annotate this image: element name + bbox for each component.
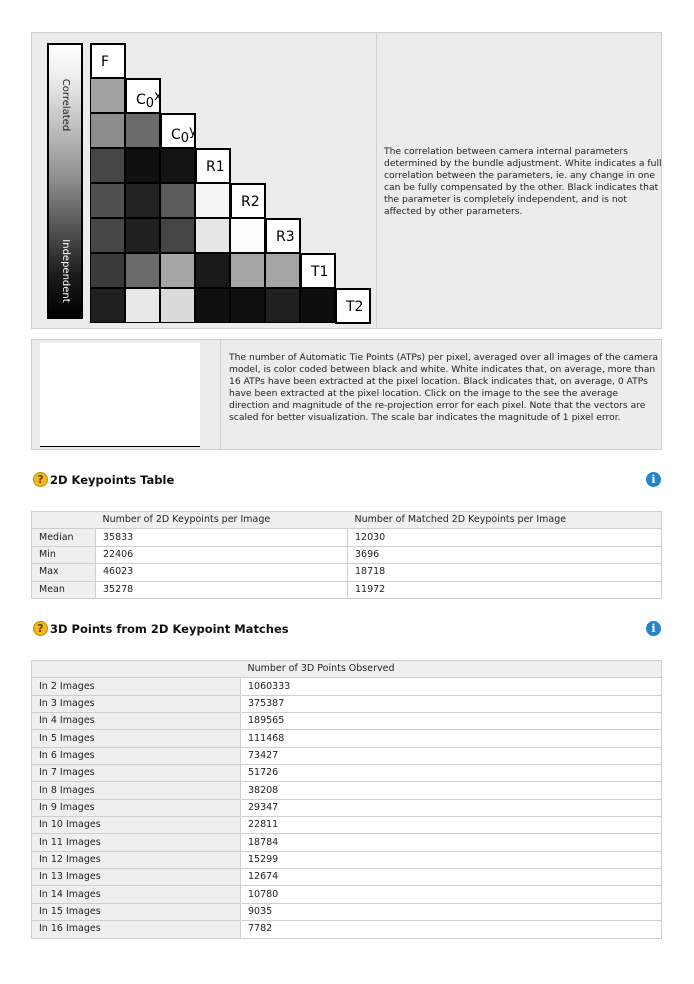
table-cell: In 8 Images [32,782,241,799]
table-cell: In 6 Images [32,747,241,764]
table-cell: In 12 Images [32,851,241,868]
points3d-table [31,660,662,939]
table-header-row [32,661,662,678]
table-row [32,529,662,546]
correlated-label: Correlated [60,78,71,132]
correlation-cell [230,218,265,253]
table-cell: 11972 [348,581,662,598]
table-row [32,817,662,834]
correlation-cell [90,253,125,288]
table-cell: In 14 Images [32,886,241,903]
table-cell: 12674 [241,869,662,886]
correlation-cell [230,288,265,323]
correlation-cell [195,253,230,288]
correlation-chart [32,33,377,328]
table-cell: In 5 Images [32,730,241,747]
table-row [32,713,662,730]
correlation-cell [90,218,125,253]
points3d-title: 3D Points from 2D Keypoint Matches [50,622,289,636]
table-cell: 29347 [241,799,662,816]
table-row [32,765,662,782]
table-cell: 35278 [96,581,348,598]
parameter-label: T2 [335,288,371,324]
correlation-cell [265,253,300,288]
table-cell: 1060333 [241,678,662,695]
correlation-cell [125,113,160,148]
parameter-label: F [90,43,126,79]
table-cell: 73427 [241,747,662,764]
correlation-panel [31,32,662,329]
help-icon[interactable]: ? [33,472,48,487]
table-cell: In 15 Images [32,903,241,920]
table-cell: In 10 Images [32,817,241,834]
correlation-cell [160,288,195,323]
points3d-section-header [33,620,661,638]
independent-label: Independent [60,239,71,303]
correlation-cell [195,218,230,253]
correlation-cell [125,253,160,288]
table-cell: In 3 Images [32,695,241,712]
table-cell: 7782 [241,921,662,938]
keypoints-table [31,511,662,599]
atp-image[interactable] [40,343,200,447]
table-row [32,747,662,764]
table-cell: In 4 Images [32,713,241,730]
table-cell: In 16 Images [32,921,241,938]
help-icon[interactable]: ? [33,621,48,636]
table-cell: 18784 [241,834,662,851]
table-cell: 22811 [241,817,662,834]
table-cell: 111468 [241,730,662,747]
correlation-cell [160,218,195,253]
table-cell: Max [32,564,96,581]
table-cell: 9035 [241,903,662,920]
table-row [32,782,662,799]
table-row [32,564,662,581]
table-row [32,851,662,868]
table-cell: 15299 [241,851,662,868]
table-header-cell: Number of Matched 2D Keypoints per Image [348,512,662,529]
correlation-cell [90,78,125,113]
correlation-cell [125,183,160,218]
table-cell: In 11 Images [32,834,241,851]
table-row [32,921,662,938]
table-cell: 18718 [348,564,662,581]
correlation-gradient-bar [47,43,83,319]
atp-panel [31,339,662,450]
parameter-label: T1 [300,253,336,289]
correlation-cell [230,253,265,288]
correlation-cell [195,288,230,323]
table-cell: In 7 Images [32,765,241,782]
correlation-description: The correlation between camera internal parameters determined by the bundle adjustment. White indicates a full correlation between the parameters, ie. any change in one can be fully compensated by the other. Black indicates that the parameter is completely independent, and is not affected by other parameters. [384,146,662,217]
table-cell: 38208 [241,782,662,799]
table-cell: In 2 Images [32,678,241,695]
table-header-cell: Number of 2D Keypoints per Image [96,512,348,529]
correlation-cell [160,183,195,218]
correlation-cell [90,113,125,148]
correlation-cell [90,148,125,183]
parameter-label: $C_0^y$ [160,113,196,149]
parameter-label: R2 [230,183,266,219]
table-row [32,886,662,903]
table-row [32,695,662,712]
keypoints-section-header [33,471,661,489]
table-cell: 12030 [348,529,662,546]
parameter-label: $C_0^x$ [125,78,161,114]
info-icon[interactable]: i [646,621,661,636]
table-header-cell [32,661,241,678]
table-cell: 189565 [241,713,662,730]
correlation-cell [90,183,125,218]
atp-divider [220,340,221,449]
table-cell: Min [32,546,96,563]
table-header-cell [32,512,96,529]
table-row [32,834,662,851]
table-cell: 35833 [96,529,348,546]
correlation-cell [125,148,160,183]
correlation-cell [125,218,160,253]
correlation-cell [90,288,125,323]
atp-description: The number of Automatic Tie Points (ATPs) per pixel, averaged over all images of the camera model, is color coded between black and white. White indicates that, on average, more than 16 ATPs have been extracted at the pixel location. Black indicates that, on average, 0 ATPs have been extracted at the pixel location. Click on the image to the see the average direction and magnitude of the re-projection error for each pixel. Note that the vectors are scaled for better visualization. The scale bar indicates the magnitude of 1 pixel error. [229,352,658,424]
correlation-cell [160,253,195,288]
table-cell: 51726 [241,765,662,782]
table-row [32,581,662,598]
table-row [32,678,662,695]
correlation-cell [125,288,160,323]
table-row [32,903,662,920]
table-row [32,730,662,747]
table-row [32,869,662,886]
table-cell: In 13 Images [32,869,241,886]
table-cell: 22406 [96,546,348,563]
parameter-label: R3 [265,218,301,254]
table-cell: 375387 [241,695,662,712]
correlation-cell [195,183,230,218]
correlation-matrix [90,43,370,323]
table-cell: 46023 [96,564,348,581]
correlation-cell [300,288,335,323]
info-icon[interactable]: i [646,472,661,487]
table-cell: 3696 [348,546,662,563]
table-cell: Mean [32,581,96,598]
table-cell: In 9 Images [32,799,241,816]
keypoints-title: 2D Keypoints Table [50,473,175,487]
table-row [32,546,662,563]
correlation-cell [265,288,300,323]
table-header-row [32,512,662,529]
table-cell: Median [32,529,96,546]
correlation-cell [160,148,195,183]
table-cell: 10780 [241,886,662,903]
table-header-cell: Number of 3D Points Observed [241,661,662,678]
parameter-label: R1 [195,148,231,184]
table-row [32,799,662,816]
